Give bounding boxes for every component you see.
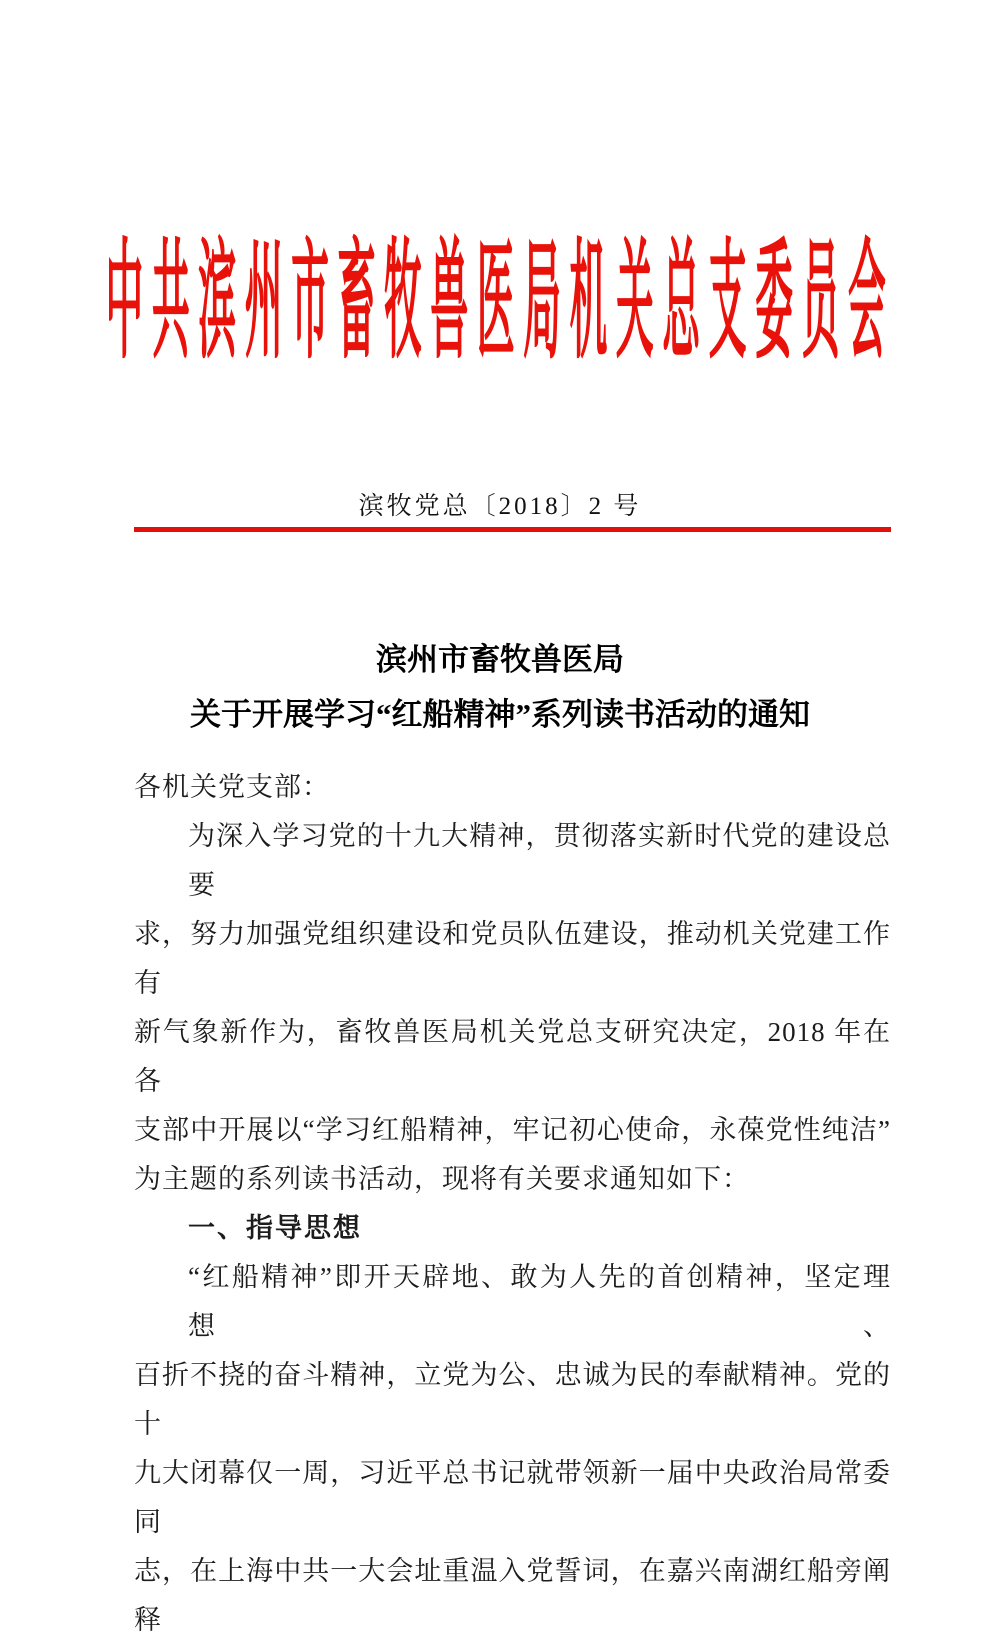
section-heading: 一、指导思想	[188, 1213, 362, 1243]
body-line: 支部中开展以“学习红船精神，牢记初心使命，永葆党性纯洁”	[134, 1115, 891, 1145]
body-line: 求，努力加强党组织建设和党员队伍建设，推动机关党建工作有	[134, 919, 891, 998]
body-line: 新气象新作为，畜牧兽医局机关党总支研究决定，2018 年在各	[134, 1017, 891, 1096]
document-body	[134, 763, 891, 1645]
document-title-line2: 关于开展学习“红船精神”系列读书活动的通知	[190, 697, 810, 732]
body-line: 志，在上海中共一大会址重温入党誓词，在嘉兴南湖红船旁阐释	[134, 1556, 891, 1635]
body-line: “红船精神”即开天辟地、敢为人先的首创精神，坚定理想、	[188, 1262, 891, 1341]
body-line: 百折不挠的奋斗精神，立党为公、忠诚为民的奉献精神。党的十	[134, 1360, 891, 1439]
body-line: 为深入学习党的十九大精神，贯彻落实新时代党的建设总要	[188, 821, 891, 900]
document-title-line1: 滨州市畜牧兽医局	[376, 642, 624, 677]
issuing-organization-name: 中共滨州市畜牧兽医局机关总支委员会	[105, 231, 895, 375]
document-number: 滨牧党总〔2018〕2 号	[358, 493, 642, 520]
red-separator-rule	[134, 527, 891, 532]
body-line: 为主题的系列读书活动，现将有关要求通知如下：	[134, 1164, 750, 1194]
body-line: 各机关党支部：	[134, 772, 330, 802]
document-title	[0, 632, 1000, 742]
red-letterhead	[0, 228, 1000, 388]
body-line: 九大闭幕仅一周，习近平总书记就带领新一届中央政治局常委同	[134, 1458, 891, 1537]
